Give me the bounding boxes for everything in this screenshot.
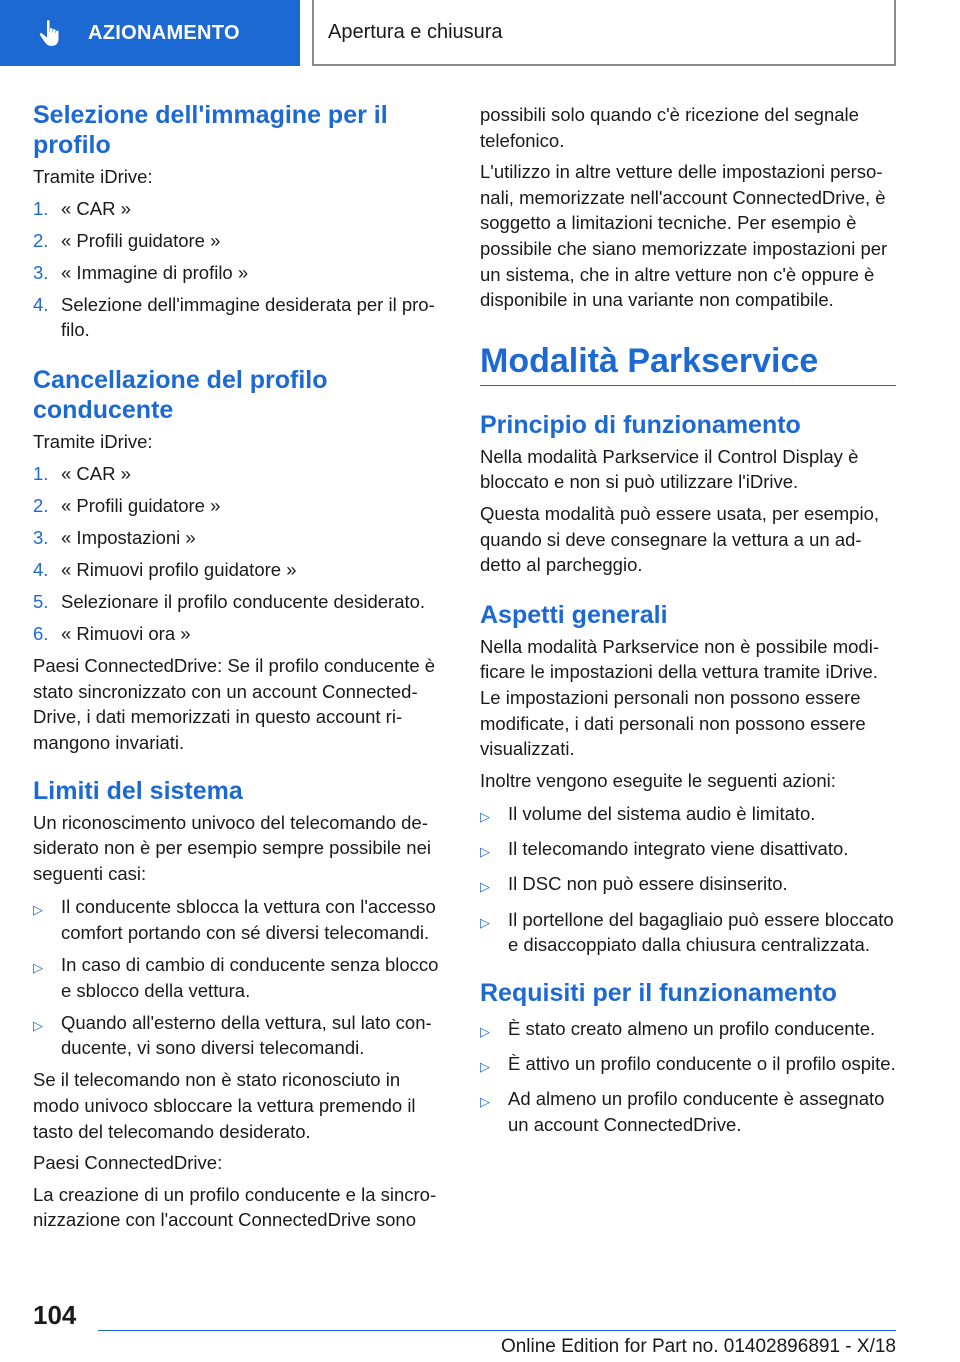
paragraph: Paesi ConnectedDrive: <box>33 1152 223 1174</box>
bullet-triangle-icon: ▷ <box>33 902 43 918</box>
bullet-list <box>33 894 449 1061</box>
list-item: ▷ Il conducente sblocca la vettura con l'accesso comfort portando con sé diversi telecomandi. <box>33 894 449 945</box>
bullet-triangle-icon: ▷ <box>480 844 490 860</box>
list-item: ▷ Il DSC non può essere disinserito. <box>480 871 896 900</box>
list-item: ▷ Il portellone del bagagliaio può essere bloccato e disaccoppiato dalla chiusura centralizzata. <box>480 907 896 958</box>
paragraph: L'utilizzo in altre vetture delle impostazioni personali, memorizzate nell'account ConnectedDrive, è soggetto a limitazioni tecniche. Per esempio è possibile che siano memorizzate impostazioni per un sistema, che in altre vetture non c'è oppure è disponibile in una variante non compatibile. <box>480 161 888 311</box>
list-item: 3. « Impostazioni » <box>33 526 196 548</box>
paragraph: Inoltre vengono eseguite le seguenti azioni: <box>480 769 836 791</box>
chapter-heading <box>480 341 896 386</box>
header-section-label: AZIONAMENTO <box>88 21 240 44</box>
footer-edition: Online Edition for Part no. 01402896891 - X/18 <box>500 1336 896 1357</box>
left-column <box>33 100 449 1233</box>
list-item: ▷ È stato creato almeno un profilo conducente. <box>480 1016 896 1045</box>
paragraph: Nella modalità Parkservice non è possibile modificare le impostazioni della vettura tramite iDrive. Le impostazioni personali non possono essere modificate, i dati personali non possono essere visualizzati. <box>480 635 879 760</box>
chapter-title: Modalità Parkservice <box>480 341 819 380</box>
page-number: 104 <box>33 1300 77 1330</box>
paragraph: La creazione di un profilo conducente e la sincronizzazione con l'account ConnectedDrive sono <box>33 1183 437 1231</box>
bullet-list <box>480 801 896 957</box>
bullet-triangle-icon: ▷ <box>480 1023 490 1039</box>
header-section-tab[interactable] <box>0 0 300 66</box>
section-title: Requisiti per il funzionamento <box>480 978 837 1007</box>
paragraph: possibili solo quando c'è ricezione del segnale telefonico. <box>480 104 859 151</box>
list-item: ▷ È attivo un profilo conducente o il profilo ospite. <box>480 1051 896 1080</box>
bullet-triangle-icon: ▷ <box>480 1093 490 1109</box>
list-item: 1. « CAR » <box>33 462 131 484</box>
list-item: ▷ Quando all'esterno della vettura, sul lato conducente, vi sono diversi telecomandi. <box>33 1010 449 1061</box>
list-item: 2. « Profili guidatore » <box>33 229 221 251</box>
paragraph: Tramite iDrive: <box>33 431 153 453</box>
footer-divider <box>98 1330 896 1331</box>
step-list <box>33 196 449 343</box>
list-item: 2. « Profili guidatore » <box>33 494 221 516</box>
section-title: Aspetti generali <box>480 600 668 629</box>
paragraph: Questa modalità può essere usata, per esempio, quando si deve consegnare la vettura a un addetto al parcheggio. <box>480 502 880 576</box>
list-item: 4. Selezione dell'immagine desiderata per il profilo. <box>33 293 435 341</box>
list-item: 4. « Rimuovi profilo guidatore » <box>33 558 297 580</box>
section-title: Selezione dell'immagine per il profilo <box>33 101 388 159</box>
bullet-triangle-icon: ▷ <box>33 1017 43 1033</box>
list-item: ▷ Il telecomando integrato viene disattivato. <box>480 836 896 865</box>
list-item: ▷ Il volume del sistema audio è limitato. <box>480 801 896 830</box>
bullet-triangle-icon: ▷ <box>480 914 490 930</box>
bullet-triangle-icon: ▷ <box>480 809 490 825</box>
header-chapter <box>312 0 896 66</box>
list-item: ▷ In caso di cambio di conducente senza blocco e sblocco della vettura. <box>33 952 449 1003</box>
list-item: 5. Selezionare il profilo conducente desiderato. <box>33 591 426 613</box>
paragraph: Tramite iDrive: <box>33 166 153 187</box>
paragraph: Se il telecomando non è stato riconosciuto in modo univoco sbloccare la vettura premendo il tasto del telecomando desiderato. <box>33 1069 416 1142</box>
header-chapter-label: Apertura e chiusura <box>328 20 503 43</box>
list-item: ▷ Ad almeno un profilo conducente è assegnato un account ConnectedDrive. <box>480 1086 896 1137</box>
section-title: Principio di funzionamento <box>480 410 801 439</box>
list-item: 6. « Rimuovi ora » <box>33 623 191 645</box>
paragraph: Paesi ConnectedDrive: Se il profilo conducente è stato sincronizzato con un account ConnectedDrive, i dati memorizzati in questo account rimangono invariati. <box>33 655 436 753</box>
list-item: 3. « Immagine di profilo » <box>33 261 249 283</box>
list-item: 1. « CAR » <box>33 197 131 219</box>
hand-pointer-icon <box>38 19 64 47</box>
bullet-triangle-icon: ▷ <box>480 879 490 895</box>
bullet-triangle-icon: ▷ <box>480 1058 490 1074</box>
right-column <box>480 102 896 1144</box>
paragraph: Nella modalità Parkservice il Control Display è bloccato e non si può utilizzare l'iDrive. <box>480 445 859 493</box>
section-title: Limiti del sistema <box>33 776 243 805</box>
section-title: Cancellazione del profilo conducente <box>33 366 328 425</box>
paragraph: Un riconoscimento univoco del telecomando desiderato non è per esempio sempre possibile nei seguenti casi: <box>33 811 431 884</box>
bullet-triangle-icon: ▷ <box>33 960 43 976</box>
bullet-list <box>480 1016 896 1137</box>
step-list <box>33 461 449 647</box>
